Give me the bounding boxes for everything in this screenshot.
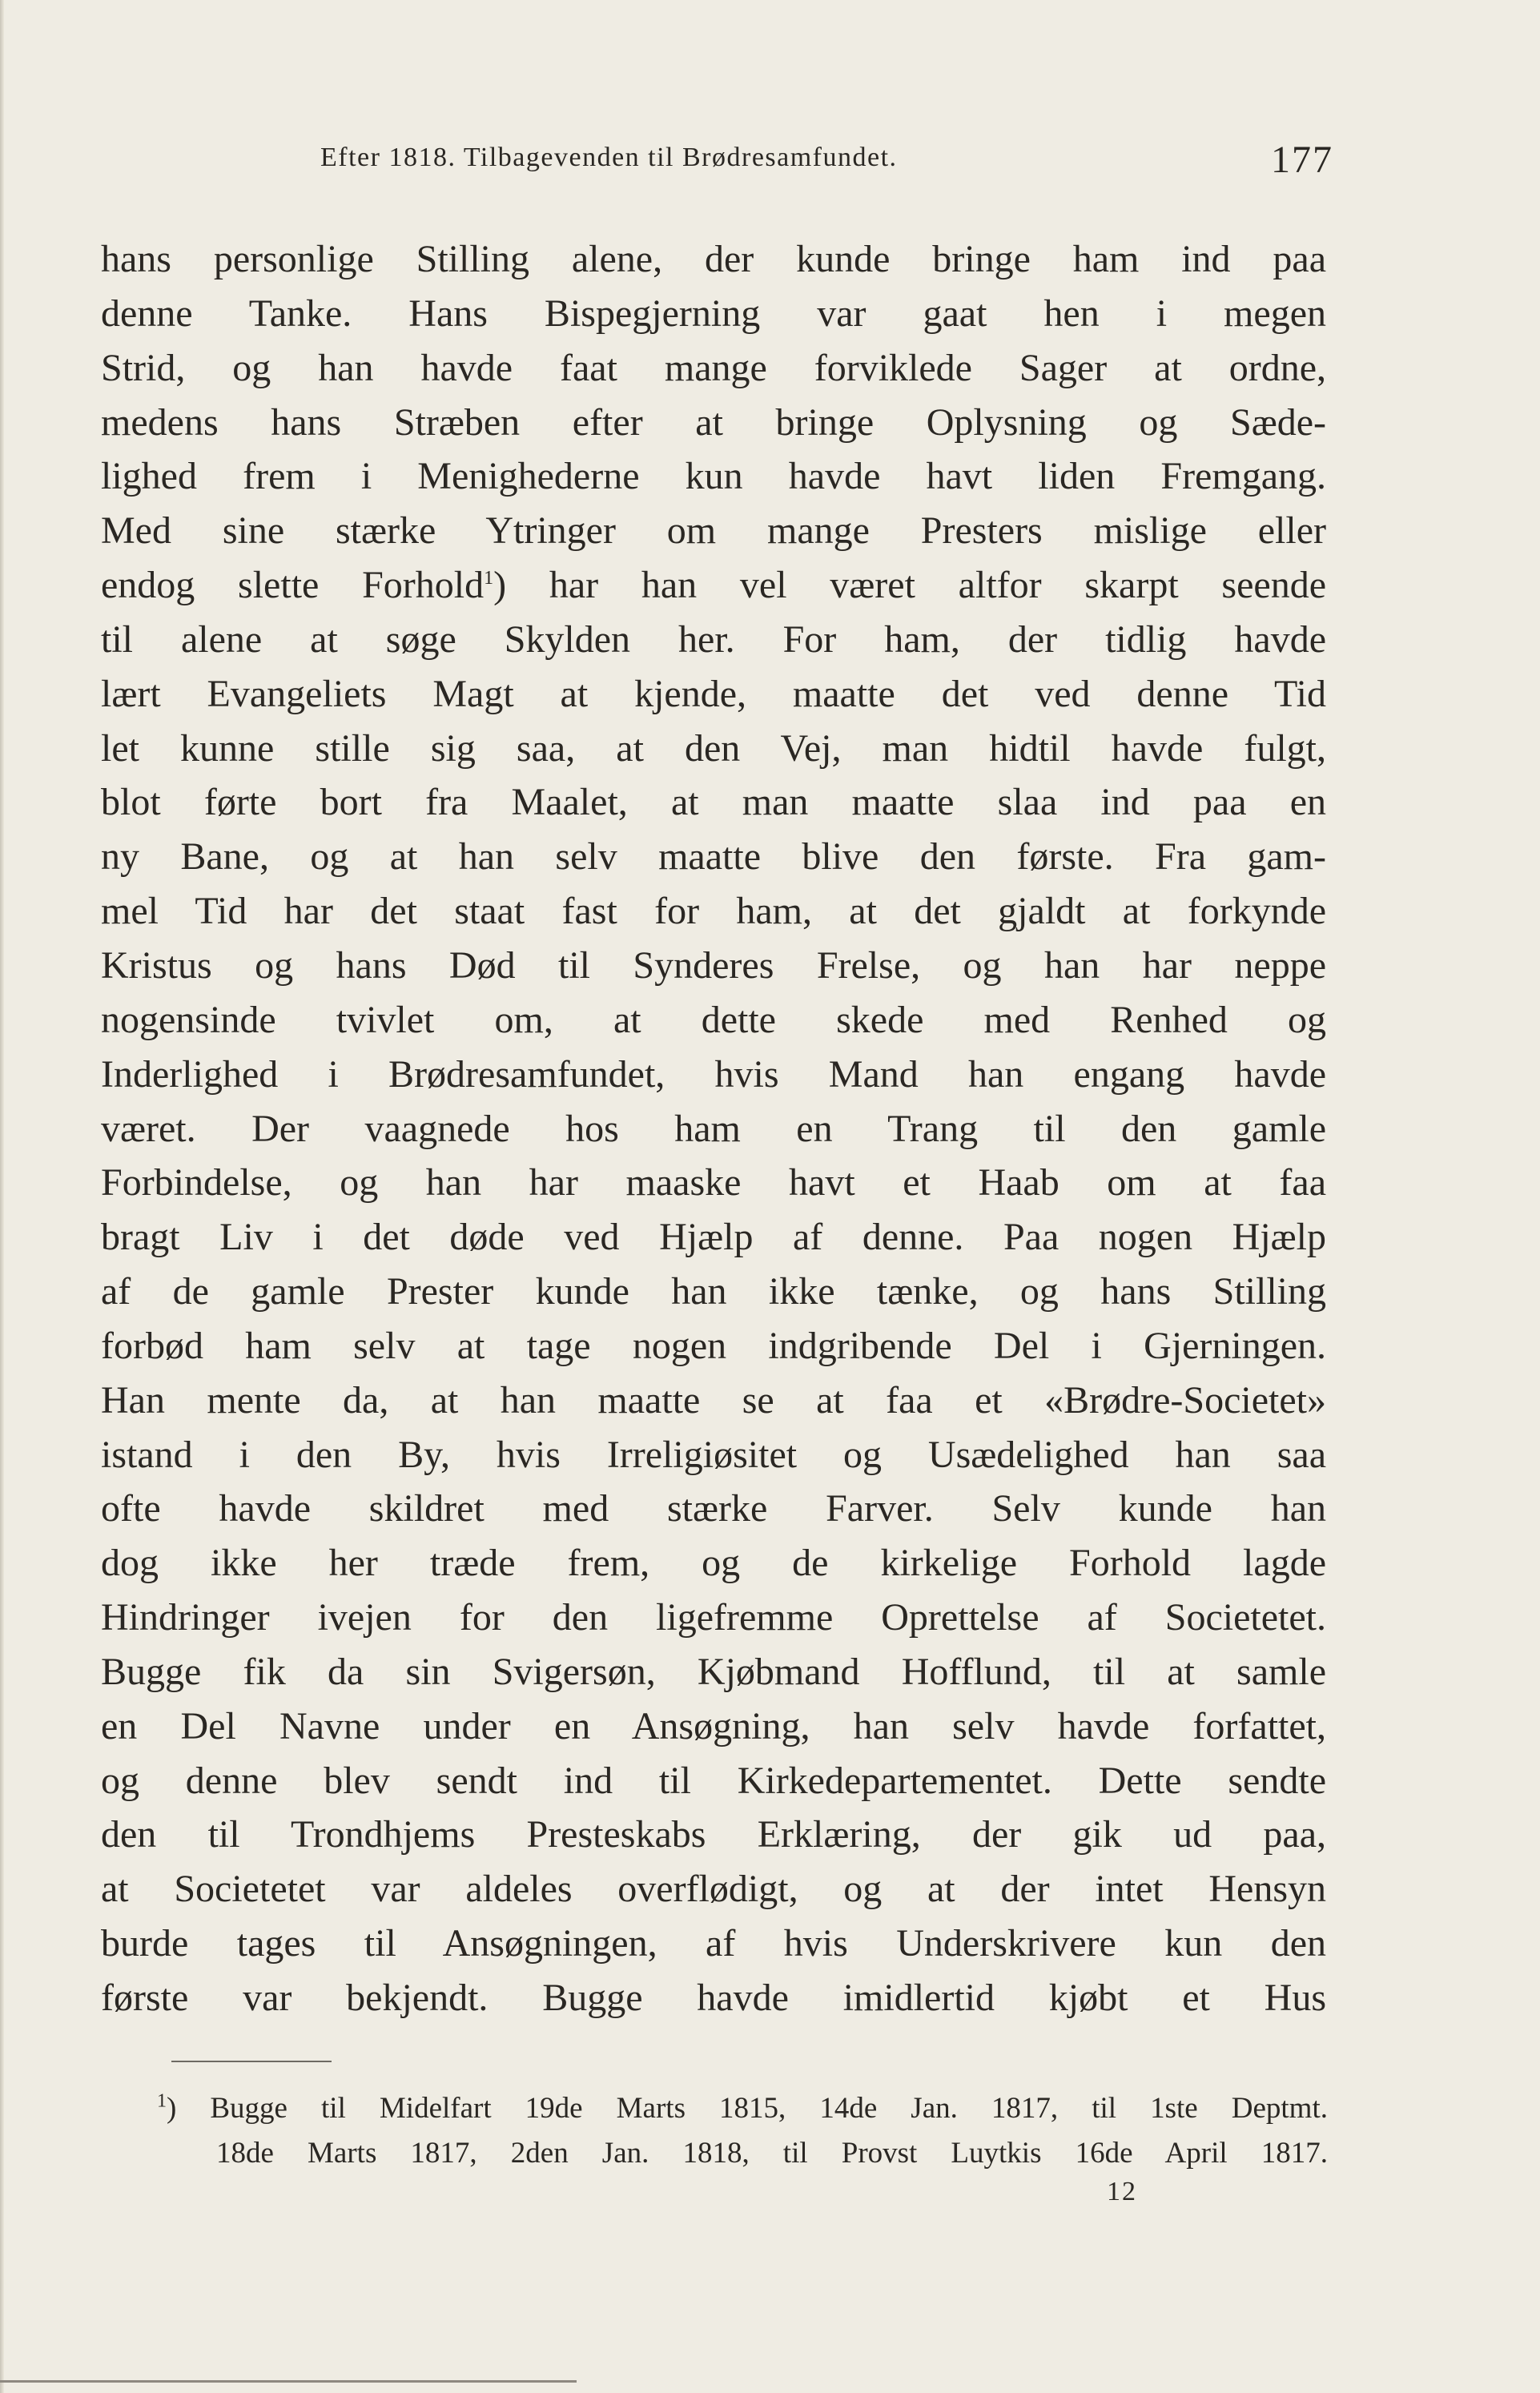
text-line: af de gamle Prester kunde han ikke tænke, og hans Stilling — [101, 1270, 1326, 1313]
text-line: denne Tanke. Hans Bispegjerning var gaat hen i megen — [101, 292, 1326, 335]
page-number: 177 — [1271, 139, 1333, 181]
text-line: at Societetet var aldeles overflødigt, og at der intet Hensyn — [101, 1868, 1326, 1911]
running-head: Efter 1818. Tilbagevenden til Brødresamfundet. — [320, 143, 898, 172]
text-line: Bugge fik da sin Svigersøn, Kjøbmand Hofflund, til at samle — [101, 1650, 1326, 1693]
page-header — [320, 138, 1333, 186]
text-line: Han mente da, at han maatte se at faa et «Brødre-Societet» — [101, 1378, 1326, 1422]
text-line-tail: ) har han vel været altfor skarpt seende — [493, 564, 1326, 607]
text-line: burde tages til Ansøgningen, af hvis Underskrivere kun den — [101, 1922, 1326, 1965]
text-line: været. Der vaagnede hos ham en Trang til den gamle — [101, 1107, 1326, 1150]
text-line: lighed frem i Menighederne kun havde havt liden Fremgang. — [101, 455, 1326, 498]
text-line: istand i den By, hvis Irreligiøsitet og Usædelighed han saa — [101, 1433, 1326, 1476]
text-line-with-footnote — [101, 558, 1326, 613]
bottom-rule — [0, 2380, 577, 2383]
text-line: og denne blev sendt ind til Kirkedepartementet. Dette sendte — [101, 1759, 1326, 1802]
footnote-marker: 1 — [157, 2090, 167, 2112]
text-line: let kunne stille sig saa, at den Vej, man hidtil havde fulgt, — [101, 726, 1326, 770]
text-line: nogensinde tvivlet om, at dette skede med Renhed og — [101, 998, 1326, 1041]
text-line: til alene at søge Skylden her. For ham, der tidlig havde — [101, 617, 1326, 661]
footnotes — [157, 2086, 1328, 2176]
text-line: hans personlige Stilling alene, der kunde bringe ham ind paa — [101, 238, 1326, 280]
text-line: lært Evangeliets Magt at kjende, maatte det ved denne Tid — [101, 672, 1326, 715]
footnote-line: 18de Marts 1817, 2den Jan. 1818, til Provst Luytkis 16de April 1817. — [216, 2137, 1328, 2170]
text-line: Strid, og han havde faat mange forviklede Sager at ordne, — [101, 346, 1326, 389]
text-line: Kristus og hans Død til Synderes Frelse, og han har neppe — [101, 943, 1326, 987]
signature-mark: 12 — [1107, 2177, 1137, 2206]
text-line: en Del Navne under en Ansøgning, han selv havde forfattet, — [101, 1704, 1326, 1747]
page-edge — [0, 0, 4, 2393]
footnote-line — [157, 2086, 1328, 2131]
text-line: ny Bane, og at han selv maatte blive den første. Fra gam- — [101, 835, 1326, 879]
footnote-reference: 1 — [484, 568, 494, 589]
text-line: den til Trondhjems Presteskabs Erklæring, der gik ud paa, — [101, 1813, 1326, 1856]
text-line: Med sine stærke Ytringer om mange Presters mislige eller — [101, 509, 1326, 553]
text-line: bragt Liv i det døde ved Hjælp af denne. Paa nogen Hjælp — [101, 1216, 1326, 1259]
body-text — [101, 232, 1326, 2025]
text-line: blot førte bort fra Maalet, at man maatte slaa ind paa en — [101, 781, 1326, 824]
text-line: forbød ham selv at tage nogen indgribende Del i Gjerningen. — [101, 1324, 1326, 1367]
text-line: Forbindelse, og han har maaske havt et Haab om at faa — [101, 1161, 1326, 1205]
text-line: Inderlighed i Brødresamfundet, hvis Mand han engang havde — [101, 1052, 1326, 1096]
footnote-divider — [171, 2061, 332, 2062]
text-line: medens hans Stræben efter at bringe Oplysning og Sæde- — [101, 400, 1326, 444]
footnote-text: ) Bugge til Midelfart 19de Marts 1815, 14de Jan. 1817, til 1ste Deptmt. — [167, 2092, 1328, 2125]
text-line: første var bekjendt. Bugge havde imidlertid kjøbt et Hus — [101, 1977, 1326, 2019]
text-line: mel Tid har det staat fast for ham, at det gjaldt at forkynde — [101, 890, 1326, 933]
text-line: dog ikke her træde frem, og de kirkelige Forhold lagde — [101, 1542, 1326, 1585]
text-line-head: endog slette Forhold — [101, 564, 485, 607]
text-line: Hindringer ivejen for den ligefremme Oprettelse af Societetet. — [101, 1596, 1326, 1639]
text-line: ofte havde skildret med stærke Farver. Selv kunde han — [101, 1487, 1326, 1530]
